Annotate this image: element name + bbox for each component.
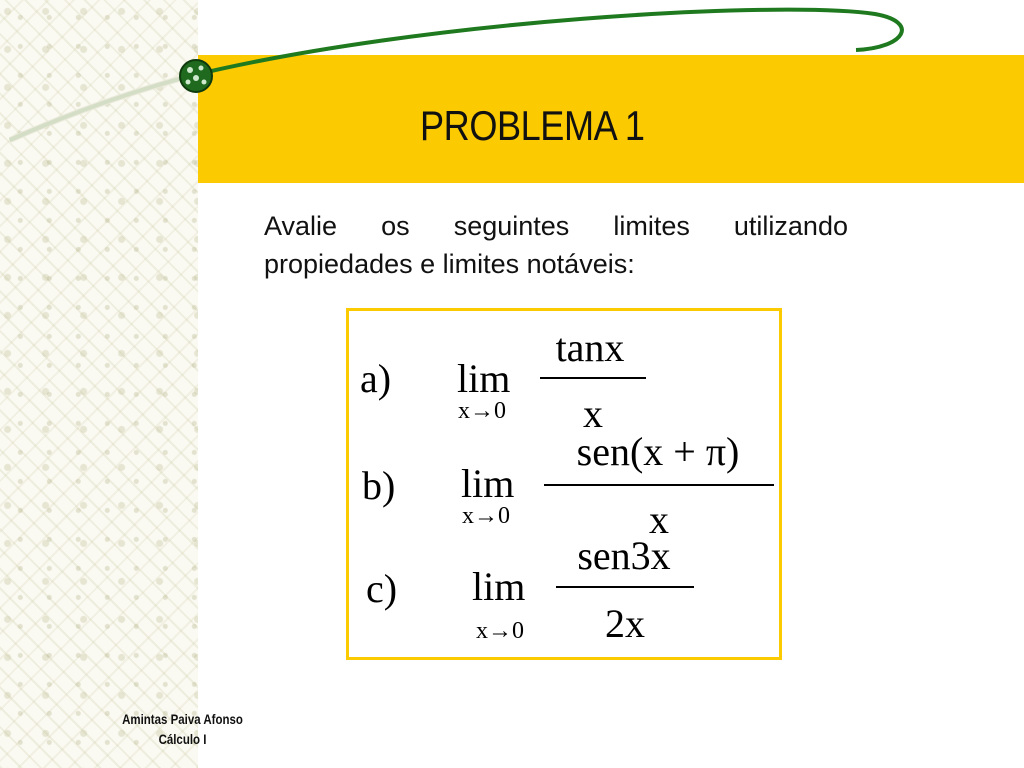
- problem-b-denominator: x: [649, 497, 669, 542]
- intro-text: Avalie os seguintes limites utilizando propiedades e limites notáveis:: [264, 211, 848, 279]
- problem-c-label: c): [366, 566, 398, 611]
- problem-b-numerator: sen(x + π): [576, 429, 740, 474]
- problem-a-limit-subscript: x→0: [458, 398, 506, 424]
- footer: [115, 709, 250, 749]
- problem-b-lim: lim: [461, 461, 515, 506]
- problem-c-lim: lim: [472, 564, 526, 609]
- problem-c-denominator: 2x: [605, 601, 645, 646]
- problem-a-numerator: tanx: [555, 325, 625, 370]
- problem-a-lim: lim: [457, 356, 511, 401]
- problem-b-limit-subscript: x→0: [462, 503, 510, 529]
- globe-icon: [180, 60, 212, 92]
- problem-b-label: b): [362, 463, 396, 508]
- problem-a-label: a): [360, 356, 392, 401]
- problem-c-fraction-bar: [556, 586, 694, 588]
- problem-a-denominator: x: [583, 391, 603, 436]
- problem-b-fraction-bar: [544, 484, 774, 486]
- problem-c-numerator: sen3x: [577, 533, 671, 578]
- page-title: PROBLEMA 1: [420, 102, 645, 149]
- problem-c-limit-subscript: x→0: [476, 618, 524, 644]
- footer-course: Cálculo I: [158, 731, 207, 747]
- footer-author: Amintas Paiva Afonso: [122, 711, 243, 727]
- problem-a-fraction-bar: [540, 377, 646, 379]
